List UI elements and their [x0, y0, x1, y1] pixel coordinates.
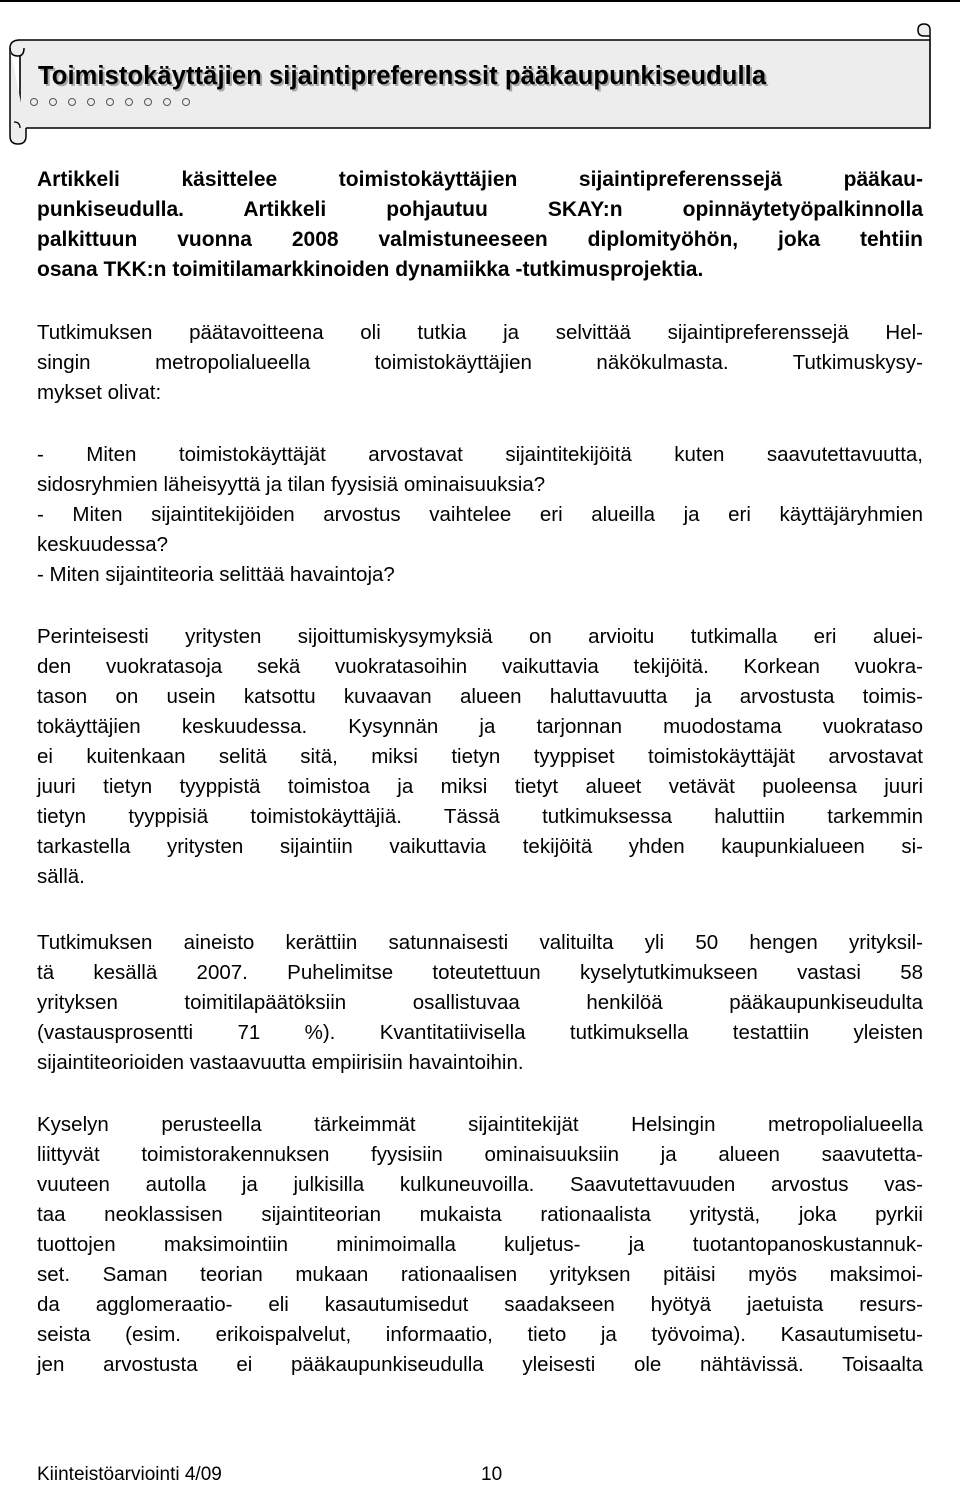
dot-icon	[163, 98, 171, 106]
text-line: (vastausprosentti 71 %). Kvantitatiivisella tutkimuksella testattiin yleisten	[37, 1021, 923, 1044]
footer-publication: Kiinteistöarviointi 4/09	[37, 1464, 222, 1485]
text-line: jen arvostusta ei pääkaupunkiseudulla yleisesti ole nähtävissä. Toisaalta	[37, 1353, 923, 1376]
dot-icon	[30, 98, 38, 106]
text-line: Tutkimuksen päätavoitteena oli tutkia ja selvittää sijaintipreferenssejä Hel-	[37, 321, 923, 344]
dot-icon	[68, 98, 76, 106]
dot-icon	[182, 98, 190, 106]
text-line: yrityksen toimitilapäätöksiin osallistuvaa henkilöä pääkaupunkiseudulta	[37, 991, 923, 1014]
text-line: tason on usein katsottu kuvaavan alueen haluttavuutta ja arvostusta toimis-	[37, 685, 923, 708]
text-line: Artikkeli käsittelee toimistokäyttäjien sijaintipreferenssejä pääkau-	[37, 168, 923, 191]
question-line: - Miten toimistokäyttäjät arvostavat sijaintitekijöitä kuten saavutettavuutta,	[37, 443, 923, 466]
text-line: vuuteen autolla ja julkisilla kulkuneuvoilla. Saavutettavuuden arvostus vas-	[37, 1173, 923, 1196]
dot-icon	[144, 98, 152, 106]
text-line: palkittuun vuonna 2008 valmistuneeseen diplomityöhön, joka tehtiin	[37, 228, 923, 251]
question-line: - Miten sijaintitekijöiden arvostus vaihtelee eri alueilla ja eri käyttäjäryhmien	[37, 503, 923, 526]
decorative-dots	[30, 98, 190, 106]
dot-icon	[49, 98, 57, 106]
text-line: tuottojen maksimointiin minimoimalla kuljetus- ja tuotantopanoskustannuk-	[37, 1233, 923, 1256]
text-line: osana TKK:n toimitilamarkkinoiden dynamiikka -tutkimusprojektia.	[37, 258, 704, 281]
data-paragraph	[37, 928, 923, 1078]
text-line: tokäyttäjien keskuudessa. Kysynnän ja tarjonnan muodostama vuokrataso	[37, 715, 923, 738]
results-paragraph	[37, 1110, 923, 1380]
page-number: 10	[481, 1464, 503, 1485]
text-line: Perinteisesti yritysten sijoittumiskysymyksiä on arvioitu tutkimalla eri aluei-	[37, 625, 923, 648]
text-line: tarkastella yritysten sijaintiin vaikuttavia tekijöitä yhden kaupunkialueen si-	[37, 835, 923, 858]
title-scroll-banner	[0, 0, 960, 150]
dot-icon	[87, 98, 95, 106]
text-line: juuri tietyn tyyppistä toimistoa ja miksi tietyt alueet vetävät puoleensa juuri	[37, 775, 923, 798]
text-line: mykset olivat:	[37, 381, 162, 404]
question-line: - Miten sijaintiteoria selittää havaintoja?	[37, 563, 395, 586]
text-line: ei kuitenkaan selitä sitä, miksi tietyn tyyppiset toimistokäyttäjät arvostavat	[37, 745, 923, 768]
research-questions	[37, 440, 923, 590]
text-line: Kyselyn perusteella tärkeimmät sijaintitekijät Helsingin metropolialueella	[37, 1113, 923, 1136]
text-line: singin metropolialueella toimistokäyttäjien näkökulmasta. Tutkimuskysy-	[37, 351, 923, 374]
text-line: sällä.	[37, 865, 85, 888]
article-title: Toimistokäyttäjien sijaintipreferenssit pääkaupunkiseudulla	[38, 62, 767, 90]
dot-icon	[125, 98, 133, 106]
text-line: da agglomeraatio- eli kasautumisedut saadakseen hyötyä jaetuista resurs-	[37, 1293, 923, 1316]
lead-paragraph	[37, 165, 923, 285]
text-line: tä kesällä 2007. Puhelimitse toteutettuun kyselytutkimukseen vastasi 58	[37, 961, 923, 984]
text-line: set. Saman teorian mukaan rationaalisen yrityksen pitäisi myös maksimoi-	[37, 1263, 923, 1286]
traditional-paragraph	[37, 622, 923, 892]
text-line: liittyvät toimistorakennuksen fyysisiin ominaisuuksiin ja alueen saavutetta-	[37, 1143, 923, 1166]
question-line: keskuudessa?	[37, 533, 169, 556]
text-line: sijaintiteorioiden vastaavuutta empiirisiin havaintoihin.	[37, 1051, 524, 1074]
text-line: taa neoklassisen sijaintiteorian mukaista rationaalista yritystä, joka pyrkii	[37, 1203, 923, 1226]
text-line: seista (esim. erikoispalvelut, informaatio, tieto ja työvoima). Kasautumisetu-	[37, 1323, 923, 1346]
question-line: sidosryhmien läheisyyttä ja tilan fyysisiä ominaisuuksia?	[37, 473, 546, 496]
goal-paragraph	[37, 318, 923, 408]
text-line: tietyn tyyppisiä toimistokäyttäjiä. Tässä tutkimuksessa haluttiin tarkemmin	[37, 805, 923, 828]
text-line: punkiseudulla. Artikkeli pohjautuu SKAY:n opinnäytetyöpalkinnolla	[37, 198, 923, 221]
text-line: den vuokratasoja sekä vuokratasoihin vaikuttavia tekijöitä. Korkean vuokra-	[37, 655, 923, 678]
text-line: Tutkimuksen aineisto kerättiin satunnaisesti valituilta yli 50 hengen yrityksil-	[37, 931, 923, 954]
dot-icon	[106, 98, 114, 106]
